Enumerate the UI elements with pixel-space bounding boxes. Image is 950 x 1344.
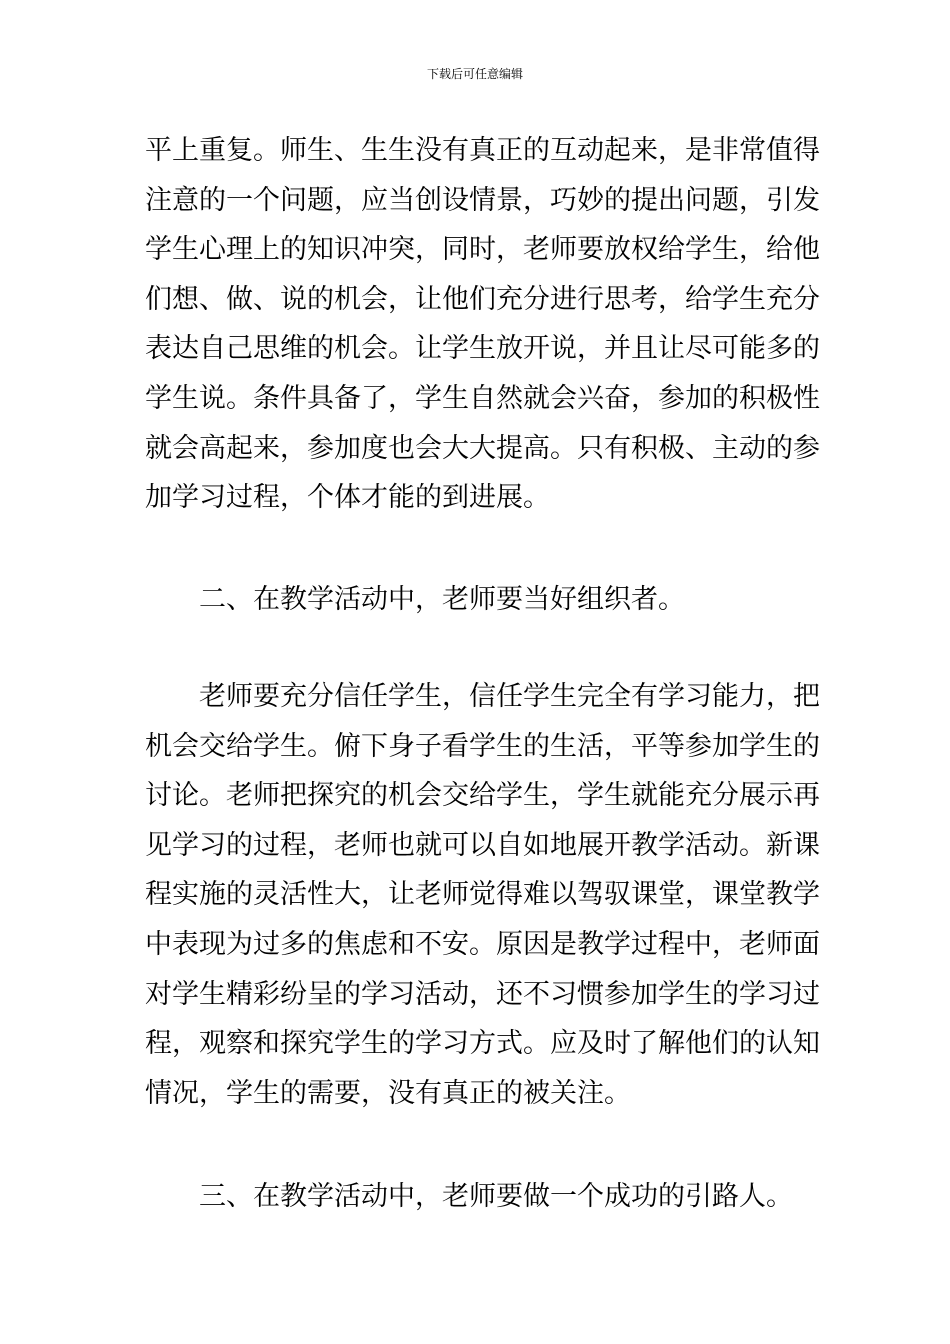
paragraph-line: 表达自己思维的机会。让学生放开说，并且让尽可能多的 [145, 333, 820, 365]
paragraph-line: 机会交给学生。俯下身子看学生的生活，平等参加学生的 [145, 730, 820, 762]
paragraph-line: 平上重复。师生、生生没有真正的互动起来，是非常值得 [145, 135, 820, 166]
paragraph-line: 学生心理上的知识冲突，同时，老师要放权给学生，给他 [145, 234, 820, 266]
paragraph-1 [145, 126, 820, 523]
paragraph-line: 就会高起来，参加度也会大大提高。只有积极、主动的参 [145, 432, 820, 464]
section-heading-2: 二、在教学活动中，老师要当好组织者。 [199, 584, 685, 615]
paragraph-line: 老师要充分信任学生，信任学生完全有学习能力，把 [199, 681, 820, 712]
paragraph-line: 程，观察和探究学生的学习方式。应及时了解他们的认知 [145, 1028, 820, 1060]
paragraph-line: 注意的一个问题，应当创设情景，巧妙的提出问题，引发 [145, 184, 820, 216]
paragraph-line: 加学习过程，个体才能的到进展。 [145, 482, 550, 514]
paragraph-line: 学生说。条件具备了，学生自然就会兴奋，参加的积极性 [145, 382, 820, 414]
paragraph-line: 程实施的灵活性大，让老师觉得难以驾驭课堂，课堂教学 [145, 879, 820, 911]
paragraph-2 [145, 672, 820, 1118]
paragraph-line: 讨论。老师把探究的机会交给学生，学生就能充分展示再 [145, 780, 820, 812]
paragraph-line: 们想、做、说的机会，让他们充分进行思考，给学生充分 [145, 283, 820, 315]
section-heading-3: 三、在教学活动中，老师要做一个成功的引路人。 [199, 1181, 793, 1212]
paragraph-line: 对学生精彩纷呈的学习活动，还不习惯参加学生的学习过 [145, 978, 820, 1010]
paragraph-line: 情况，学生的需要，没有真正的被关注。 [145, 1077, 631, 1109]
paragraph-line: 见学习的过程，老师也就可以自如地展开教学活动。新课 [145, 829, 820, 861]
paragraph-line: 中表现为过多的焦虑和不安。原因是教学过程中，老师面 [145, 928, 820, 960]
page-header: 下载后可任意编辑 [426, 67, 523, 81]
